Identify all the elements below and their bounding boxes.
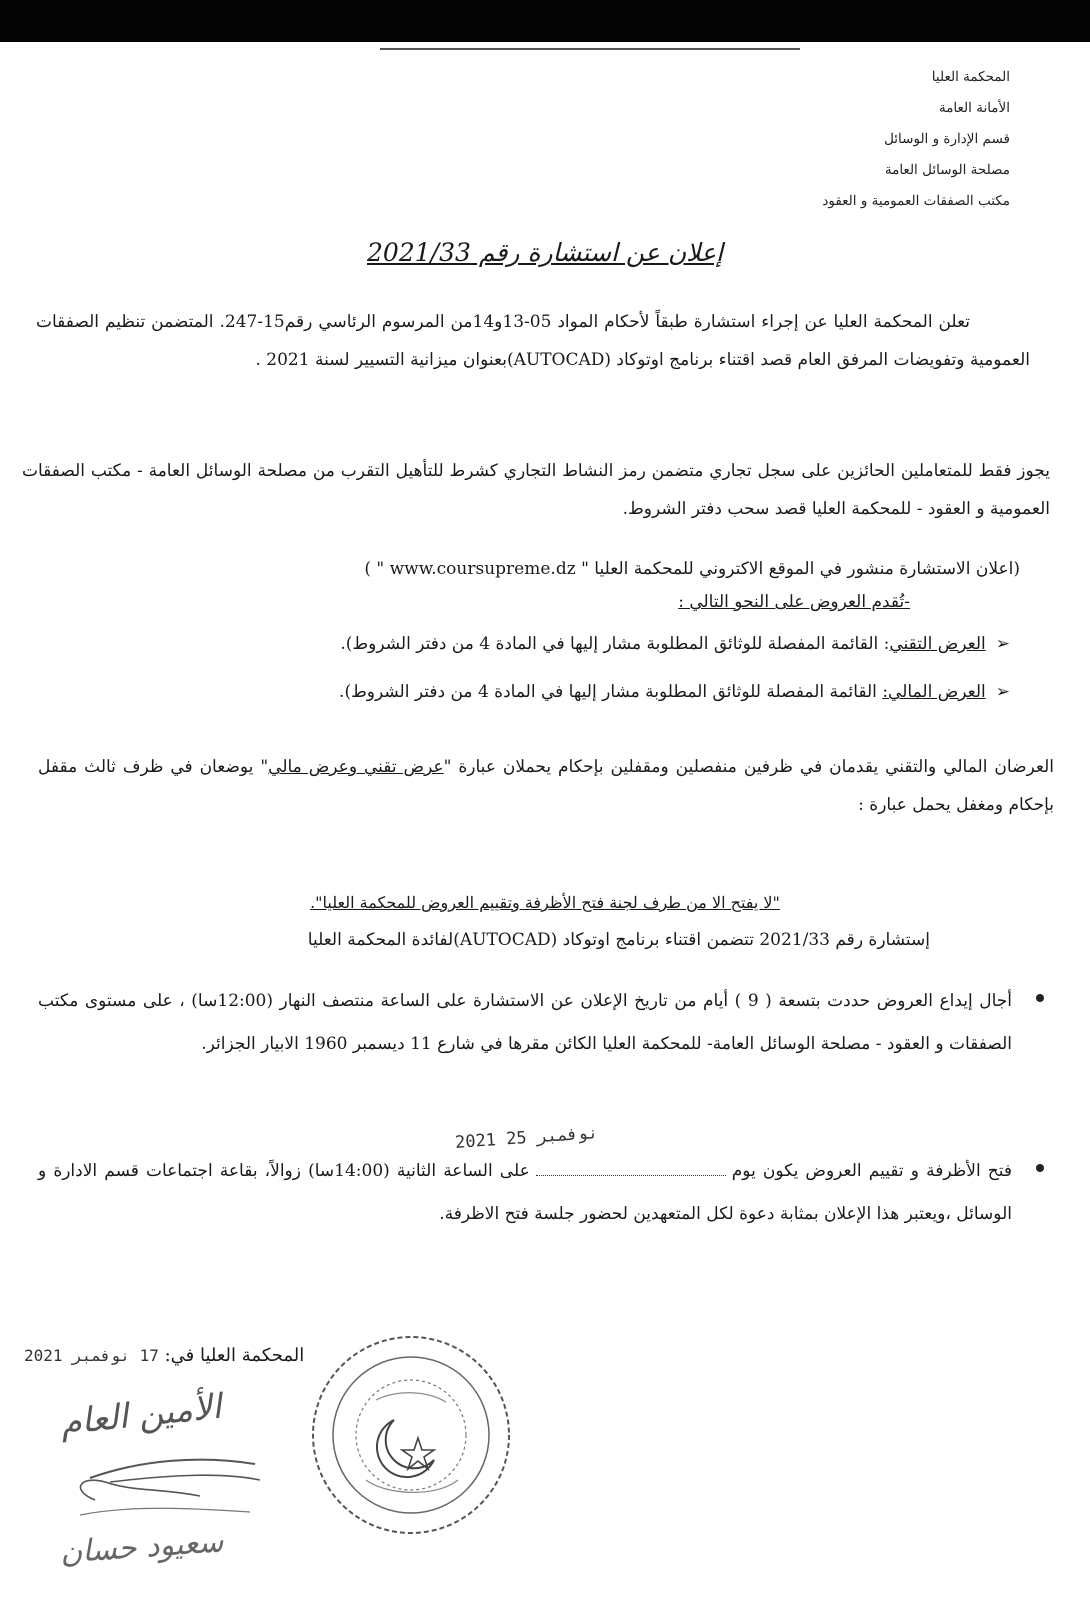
signature-date-line [24, 1345, 304, 1366]
signature-scrawl-icon [50, 1420, 280, 1530]
opening-text-a: فتح الأظرفة و تقييم العروض يكون يوم [731, 1161, 1013, 1181]
signatory-name: سعيود حسان [58, 1524, 225, 1571]
envelope-paragraph [38, 748, 1054, 824]
eligibility-paragraph: يجوز فقط للمتعاملين الحائزين على سجل تجاري متضمن رمز النشاط التجاري كشرط للتأهيل التقرب من مصلحة الوسائل العامة - مكتب الصفقات العمومية و العقود - للمحكمة العليا قصد سحب دفتر الشروط. [22, 461, 1050, 519]
intro-paragraph: تعلن المحكمة العليا عن إجراء استشارة طبقاً لأحكام المواد 05-13و14من المرسوم الرئاسي رقم15-247. المتضمن تنظيم الصفقات العمومية وتفويضات المرفق العام قصد اقتناء برنامج اوتوكاد (AUTOCAD)بعنوان ميزانية التسيير لسنة 2021 . [36, 312, 1030, 370]
arrow-bullet-icon: ➢ [995, 682, 1010, 702]
scan-top-bar [0, 0, 1090, 42]
letterhead-line-office: مكتب الصفقات العمومية و العقود [822, 193, 1010, 209]
document-title: إعلان عن استشارة رقم 2021/33 [367, 238, 723, 267]
envelope-inscription: "لا يفتح الا من طرف لجنة فتح الأظرفة وتقييم العروض للمحكمة العليا". [310, 893, 780, 912]
envelope-text-underlined: عرض تقني وعرض مالي [268, 757, 444, 777]
technical-offer-label: العرض التقني [889, 634, 986, 654]
opening-text-b: على الساعة الثانية (14:00سا) زوالاً، بقاعة اجتماعات قسم الادارة و الوسائل ،ويعتبر هذا الإعلان بمثابة دعوة لكل المتعهدين لحضور جلسة فتح الاظرفة. [38, 1161, 1012, 1224]
offers-heading: -تُقدم العروض على النحو التالي : [678, 592, 910, 612]
opening-bullet [38, 1150, 1012, 1236]
letterhead-line-secretariat: الأمانة العامة [938, 100, 1010, 116]
arrow-bullet-icon: ➢ [995, 634, 1010, 654]
financial-offer-text: القائمة المفصلة للوثائق المطلوبة مشار إليها في المادة 4 من دفتر الشروط). [339, 682, 883, 702]
date-blank-line [536, 1175, 726, 1176]
signatory-title: الأمين العام [58, 1386, 224, 1444]
handwritten-opening-date: 2021 نوفمبر 25 [454, 1123, 599, 1153]
letterhead-line-department: قسم الإدارة و الوسائل [884, 131, 1010, 147]
header-rule [380, 48, 800, 50]
technical-offer-item [340, 627, 1010, 661]
website-notice: (اعلان الاستشارة منشور في الموقع الاكتروني للمحكمة العليا " www.coursupreme.dz " ) [364, 559, 1020, 579]
financial-offer-label: العرض المالي: [882, 682, 986, 702]
consultation-subject: إستشارة رقم 2021/33 تتضمن اقتناء برنامج اوتوكاد (AUTOCAD)لفائدة المحكمة العليا [307, 930, 930, 950]
letterhead-line-court: المحكمة العليا [931, 69, 1010, 85]
envelope-text-b: " يوضعان في ظرف ثالث مقفل بإحكام ومغفل يحمل عبارة : [38, 757, 1054, 815]
signature-place-label: المحكمة العليا في: [164, 1345, 305, 1366]
signature-date: 17 نوفمبر 2021 [24, 1346, 159, 1365]
official-seal-icon [306, 1330, 516, 1540]
bullet-dot-icon [1036, 1164, 1044, 1172]
letterhead-line-service: مصلحة الوسائل العامة [884, 162, 1010, 178]
bullet-dot-icon [1036, 994, 1044, 1002]
technical-offer-text: : القائمة المفصلة للوثائق المطلوبة مشار إليها في المادة 4 من دفتر الشروط). [340, 634, 890, 654]
deadline-text: أجال إيداع العروض حددت بتسعة ( 9 ) أيام من تاريخ الإعلان عن الاستشارة على الساعة منتصف النهار (12:00سا) ، على مستوى مكتب الصفقات و العقود - مصلحة الوسائل العامة- للمحكمة العليا الكائن مقرها في شارع 11 ديسمبر 1960 الابيار الجزائر. [38, 991, 1012, 1054]
envelope-text-a: العرضان المالي والتقني يقدمان في ظرفين منفصلين ومقفلين بإحكام يحملان عبارة " [443, 757, 1054, 777]
deadline-bullet [38, 980, 1012, 1066]
financial-offer-item [339, 675, 1010, 709]
letterhead [822, 62, 1010, 217]
